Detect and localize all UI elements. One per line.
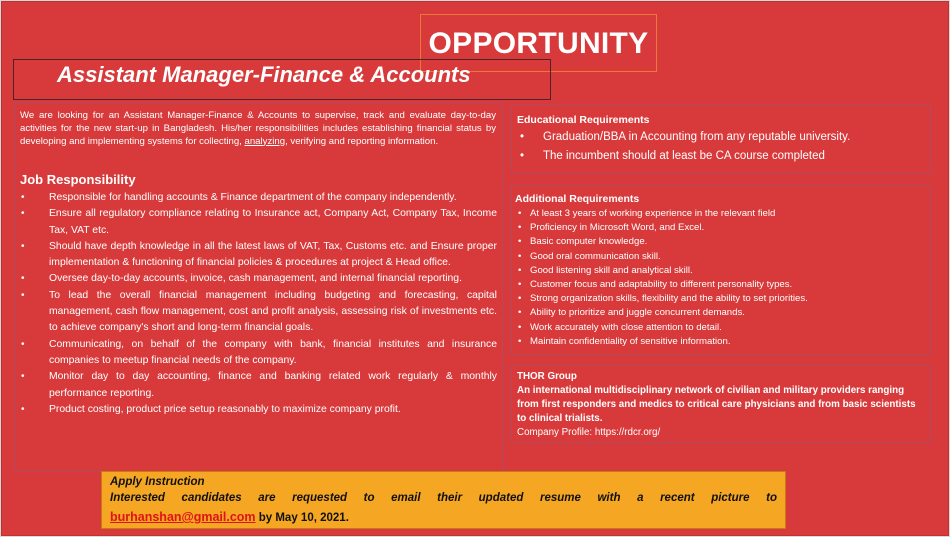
bullet-icon: • bbox=[21, 192, 25, 203]
bullet-icon: • bbox=[518, 293, 522, 305]
list-item: • Ability to prioritize and juggle concurrent demands. bbox=[515, 306, 927, 320]
apply-instruction-box bbox=[101, 471, 786, 529]
list-item: • Customer focus and adaptability to different personality types. bbox=[515, 278, 927, 292]
analyzing-link[interactable]: analyzing bbox=[244, 135, 286, 147]
list-item: • Strong organization skills, flexibility and the ability to set priorities. bbox=[515, 292, 927, 306]
bullet-icon: • bbox=[21, 338, 25, 350]
bullet-icon: • bbox=[518, 279, 522, 291]
list-item: • At least 3 years of working experience in the relevant field bbox=[515, 207, 927, 221]
bullet-icon: • bbox=[21, 371, 25, 383]
list-item: • To lead the overall financial management including budgeting and forecasting, capital management, cash flow management, cost and profit analysis, assessing risk of investments etc. to achieve company's short and long-term financial goals. bbox=[21, 289, 497, 334]
list-item: • Product costing, product price setup reasonably to maximize company profit. bbox=[20, 402, 497, 418]
list-item: • Basic computer knowledge. bbox=[515, 235, 927, 249]
bullet-icon: • bbox=[518, 335, 522, 347]
bullet-icon: • bbox=[518, 264, 522, 276]
bullet-icon: • bbox=[520, 150, 525, 162]
bullet-icon: • bbox=[518, 307, 522, 319]
job-title: Assistant Manager-Finance & Accounts bbox=[57, 62, 471, 87]
job-responsibility-list bbox=[20, 190, 497, 418]
educational-requirements-list bbox=[517, 128, 927, 166]
job-responsibility-heading: Job Responsibility bbox=[20, 172, 136, 187]
apply-text: Interested candidates are requested to email their updated resume with a recent picture to bbox=[110, 492, 777, 504]
opportunity-heading: OPPORTUNITY bbox=[420, 14, 657, 72]
bullet-icon: • bbox=[518, 208, 522, 219]
email-link[interactable]: burhanshan@gmail.com bbox=[110, 510, 256, 524]
list-item: • Monitor day to day accounting, finance and banking related work regularly & monthly performance reporting. bbox=[21, 371, 497, 399]
bullet-icon: • bbox=[21, 240, 25, 252]
bullet-icon: • bbox=[21, 208, 25, 220]
bullet-icon: • bbox=[520, 131, 525, 143]
list-item: • Ensure all regulatory compliance relating to Insurance act, Company Act, Company Tax, Income Tax, VAT etc. bbox=[21, 208, 497, 236]
list-item: • Graduation/BBA in Accounting from any reputable university. bbox=[517, 128, 927, 147]
bullet-icon: • bbox=[21, 289, 25, 301]
additional-requirements-heading: Additional Requirements bbox=[515, 193, 640, 205]
bullet-icon: • bbox=[518, 321, 522, 333]
apply-heading: Apply Instruction bbox=[110, 476, 205, 488]
list-item: • Maintain confidentiality of sensitive information. bbox=[515, 335, 927, 349]
bullet-icon: • bbox=[518, 250, 522, 262]
bullet-icon: • bbox=[518, 222, 522, 234]
apply-contact-line bbox=[110, 510, 349, 524]
list-item: • Good listening skill and analytical skill. bbox=[515, 264, 927, 278]
list-item: • Work accurately with close attention to detail. bbox=[515, 321, 927, 335]
educational-requirements-heading: Educational Requirements bbox=[517, 114, 650, 126]
bullet-icon: • bbox=[518, 236, 522, 248]
list-item: • Good oral communication skill. bbox=[515, 250, 927, 264]
intro-text: We are looking for an Assistant Manager-Finance & Accounts to supervise, track and evaluate day-to-day activities for the new start-up in Bangladesh. His/her responsibilities includes establishing financial status by developing and implementing systems for collecting, bbox=[20, 110, 496, 147]
intro-paragraph bbox=[20, 110, 496, 148]
additional-requirements-list bbox=[515, 207, 927, 349]
list-item: • Proficiency in Microsoft Word, and Excel. bbox=[515, 221, 927, 235]
apply-deadline: by May 10, 2021. bbox=[255, 512, 349, 524]
bullet-icon: • bbox=[21, 273, 25, 285]
bullet-icon: • bbox=[21, 403, 25, 415]
company-profile-link[interactable]: Company Profile: https://rdcr.org/ bbox=[517, 427, 661, 438]
list-item: • The incumbent should at least be CA course completed bbox=[517, 147, 927, 166]
list-item: • Responsible for handling accounts & Finance department of the company independently. bbox=[20, 190, 497, 206]
company-description: An international multidisciplinary network of civilian and military providers ranging from first responders and medics to critical care physicians and from basic scientists to clinical trialists. bbox=[517, 385, 916, 424]
list-item: • Communicating, on behalf of the company with bank, financial institutes and insurance companies to meetup financial needs of the company. bbox=[21, 338, 497, 366]
list-item: • Should have depth knowledge in all the latest laws of VAT, Tax, Customs etc. and Ensure proper implementation & functioning of financial policies & procedures at project & Head office. bbox=[21, 240, 497, 269]
list-item: • Oversee day-to-day accounts, invoice, cash management, and internal financial reporting. bbox=[20, 271, 497, 287]
company-info bbox=[517, 370, 917, 440]
intro-text-end: , verifying and reporting information. bbox=[285, 135, 439, 147]
company-name: THOR Group bbox=[517, 371, 577, 382]
